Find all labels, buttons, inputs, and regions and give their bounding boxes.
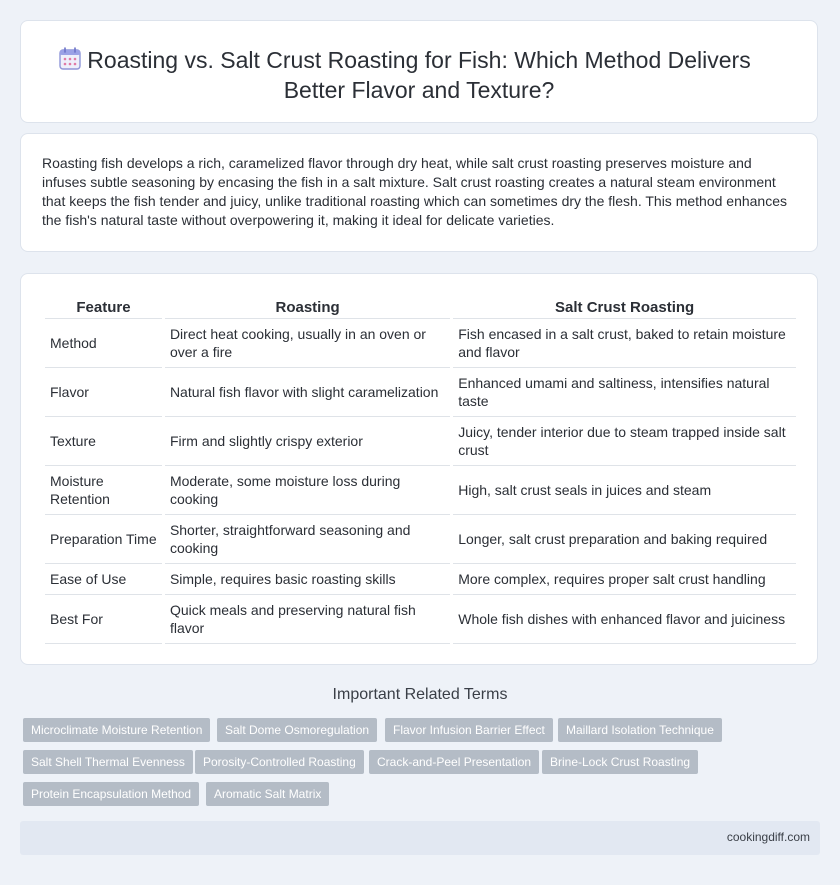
cell-salt-crust: Whole fish dishes with enhanced flavor and juiciness xyxy=(453,595,796,644)
cell-roasting: Natural fish flavor with slight caramelization xyxy=(165,368,450,417)
table-row xyxy=(45,368,796,417)
cell-feature: Texture xyxy=(45,417,162,466)
comparison-card xyxy=(20,273,818,665)
title-card xyxy=(20,20,818,123)
related-term-tag[interactable]: Protein Encapsulation Method xyxy=(23,782,199,806)
table-row xyxy=(45,466,796,515)
table-row xyxy=(45,515,796,564)
comparison-table xyxy=(42,296,799,644)
cell-roasting: Firm and slightly crispy exterior xyxy=(165,417,450,466)
table-row xyxy=(45,564,796,595)
related-term-tag[interactable]: Salt Dome Osmoregulation xyxy=(217,718,377,742)
related-term-tag[interactable]: Salt Shell Thermal Evenness xyxy=(23,750,193,774)
cell-feature: Preparation Time xyxy=(45,515,162,564)
table-row xyxy=(45,319,796,368)
cell-salt-crust: High, salt crust seals in juices and steam xyxy=(453,466,796,515)
cell-roasting: Moderate, some moisture loss during cooking xyxy=(165,466,450,515)
related-term-tag[interactable]: Crack-and-Peel Presentation xyxy=(369,750,539,774)
cell-roasting: Direct heat cooking, usually in an oven or over a fire xyxy=(165,319,450,368)
table-row xyxy=(45,595,796,644)
footer xyxy=(20,821,820,855)
related-term-tag[interactable]: Aromatic Salt Matrix xyxy=(206,782,329,806)
cell-roasting: Shorter, straightforward seasoning and cooking xyxy=(165,515,450,564)
cell-feature: Ease of Use xyxy=(45,564,162,595)
related-terms-title: Important Related Terms xyxy=(332,686,508,703)
cell-feature: Method xyxy=(45,319,162,368)
page-title: Roasting vs. Salt Crust Roasting for Fish: Which Method Delivers Better Flavor and Texture? xyxy=(87,47,751,103)
related-term-tag[interactable]: Brine-Lock Crust Roasting xyxy=(542,750,698,774)
intro-card xyxy=(20,133,818,252)
cell-feature: Best For xyxy=(45,595,162,644)
cell-roasting: Simple, requires basic roasting skills xyxy=(165,564,450,595)
header-feature: Feature xyxy=(45,296,162,319)
intro-paragraph: Roasting fish develops a rich, caramelized flavor through dry heat, while salt crust roasting preserves moisture and infuses subtle seasoning by encasing the fish in a salt mixture. Salt crust roasting creates a natural steam environment that keeps the fish tender and juicy, unlike traditional roasting which can sometimes dry the flesh. This method enhances the fish's natural taste without overpowering it, making it ideal for delicate varieties. xyxy=(42,155,788,228)
related-term-tag[interactable]: Maillard Isolation Technique xyxy=(558,718,722,742)
cell-salt-crust: Enhanced umami and saltiness, intensifies natural taste xyxy=(453,368,796,417)
cell-feature: Moisture Retention xyxy=(45,466,162,515)
related-term-tag[interactable]: Porosity-Controlled Roasting xyxy=(195,750,364,774)
cell-feature: Flavor xyxy=(45,368,162,417)
cell-salt-crust: Longer, salt crust preparation and baking required xyxy=(453,515,796,564)
table-row xyxy=(45,417,796,466)
related-term-tag[interactable]: Flavor Infusion Barrier Effect xyxy=(385,718,553,742)
related-term-tag[interactable]: Microclimate Moisture Retention xyxy=(23,718,210,742)
cell-salt-crust: Juicy, tender interior due to steam trapped inside salt crust xyxy=(453,417,796,466)
cell-roasting: Quick meals and preserving natural fish flavor xyxy=(165,595,450,644)
footer-site-link[interactable]: cookingdiff.com xyxy=(726,830,810,844)
cell-salt-crust: More complex, requires proper salt crust handling xyxy=(453,564,796,595)
header-salt-crust-roasting: Salt Crust Roasting xyxy=(453,296,796,319)
cell-salt-crust: Fish encased in a salt crust, baked to retain moisture and flavor xyxy=(453,319,796,368)
header-roasting: Roasting xyxy=(165,296,450,319)
